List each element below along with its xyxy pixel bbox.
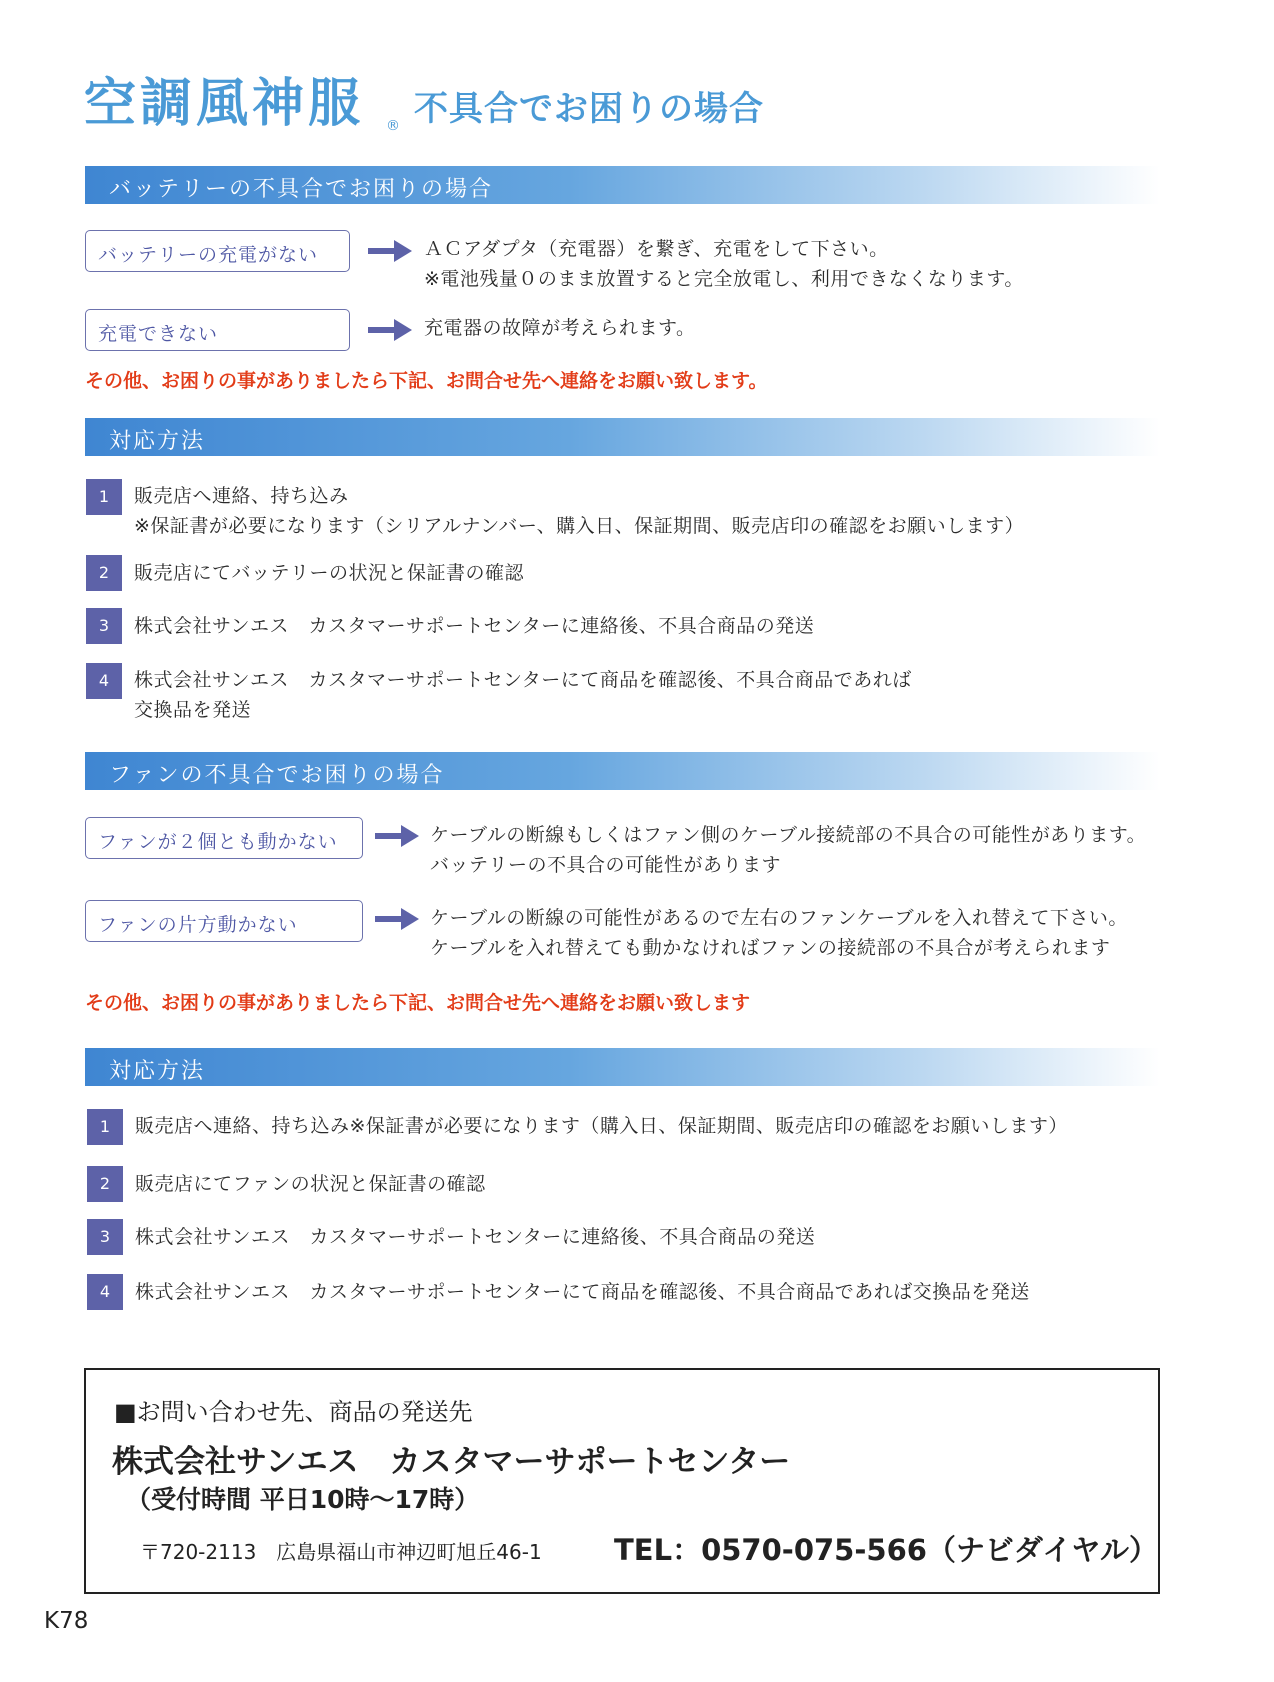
contact-heading: ■お問い合わせ先、商品の発送先	[114, 1398, 473, 1426]
battery-section-title: バッテリーの不具合でお困りの場合	[109, 177, 494, 202]
battery-response-header	[85, 418, 1160, 456]
step-badge: 2	[86, 555, 122, 591]
solution-line: ケーブルを入れ替えても動かなければファンの接続部の不具合が考えられます	[430, 937, 1111, 959]
solution-line: バッテリーの不具合の可能性があります	[430, 854, 782, 876]
step-text: 販売店にてファンの状況と保証書の確認	[135, 1173, 486, 1195]
solution-line: 充電器の故障が考えられます。	[424, 317, 696, 339]
step-text: 販売店へ連絡、持ち込み	[134, 485, 349, 507]
step-badge: 1	[86, 479, 122, 515]
brand-title: 空調風神服	[84, 74, 365, 134]
contact-company: 株式会社サンエス カスタマーサポートセンター	[112, 1444, 791, 1480]
contact-phone: TEL：0570-075-566（ナビダイヤル）	[614, 1533, 1159, 1567]
solution-line: ケーブルの断線もしくはファン側のケーブル接続部の不具合の可能性があります。	[430, 824, 1147, 846]
arrow-right-icon	[368, 317, 412, 343]
step-text: 株式会社サンエス カスタマーサポートセンターに連絡後、不具合商品の発送	[134, 615, 815, 637]
registered-mark: ®	[386, 118, 400, 134]
step-badge: 3	[87, 1219, 123, 1255]
problem-box-no-charge	[85, 230, 350, 272]
response-title: 対応方法	[109, 429, 206, 454]
step-badge: 4	[86, 663, 122, 699]
fan-section-header	[85, 752, 1160, 790]
step-text: 株式会社サンエス カスタマーサポートセンターにて商品を確認後、不具合商品であれば交換品を発送	[135, 1281, 1030, 1303]
problem-box-cannot-charge	[85, 309, 350, 351]
battery-notice: その他、お困りの事がありましたら下記、お問合せ先へ連絡をお願い致します。	[85, 370, 768, 392]
problem-label: ファンが２個とも動かない	[98, 831, 338, 853]
problem-label: ファンの片方動かない	[98, 914, 298, 936]
problem-box-both-fans	[85, 817, 363, 859]
arrow-right-icon	[375, 906, 419, 932]
step-badge: 2	[87, 1166, 123, 1202]
problem-label: 充電できない	[98, 323, 219, 345]
contact-address: 〒720-2113 広島県福山市神辺町旭丘46-1	[140, 1540, 542, 1564]
step-badge: 3	[86, 608, 122, 644]
problem-label: バッテリーの充電がない	[98, 244, 319, 266]
arrow-right-icon	[375, 823, 419, 849]
contact-hours: （受付時間 平日10時〜17時）	[126, 1485, 480, 1514]
contact-box	[84, 1368, 1160, 1594]
fan-response-header	[85, 1048, 1160, 1086]
step-text: 交換品を発送	[134, 699, 252, 721]
fan-notice: その他、お困りの事がありましたら下記、お問合せ先へ連絡をお願い致します	[85, 992, 751, 1014]
step-text: ※保証書が必要になります（シリアルナンバー、購入日、保証期間、販売店印の確認をお願いします）	[134, 515, 1025, 537]
fan-section-title: ファンの不具合でお困りの場合	[109, 763, 445, 788]
problem-box-one-fan	[85, 900, 363, 942]
step-badge: 4	[87, 1274, 123, 1310]
solution-line: ケーブルの断線の可能性があるので左右のファンケーブルを入れ替えて下さい。	[430, 907, 1128, 929]
step-text: 株式会社サンエス カスタマーサポートセンターに連絡後、不具合商品の発送	[135, 1226, 816, 1248]
page-number: K78	[44, 1608, 89, 1634]
response-title: 対応方法	[109, 1059, 206, 1084]
step-badge: 1	[87, 1109, 123, 1145]
battery-section-header	[85, 166, 1160, 204]
step-text: 販売店にてバッテリーの状況と保証書の確認	[134, 562, 525, 584]
solution-line: ※電池残量０のまま放置すると完全放電し、利用できなくなります。	[424, 268, 1024, 290]
page-subtitle: 不具合でお困りの場合	[414, 89, 764, 129]
step-text: 株式会社サンエス カスタマーサポートセンターにて商品を確認後、不具合商品であれば	[134, 669, 912, 691]
solution-line: ＡＣアダプタ（充電器）を繋ぎ、充電をして下さい。	[424, 238, 889, 260]
step-text: 販売店へ連絡、持ち込み※保証書が必要になります（購入日、保証期間、販売店印の確認をお願いします）	[135, 1115, 1068, 1137]
arrow-right-icon	[368, 238, 412, 264]
